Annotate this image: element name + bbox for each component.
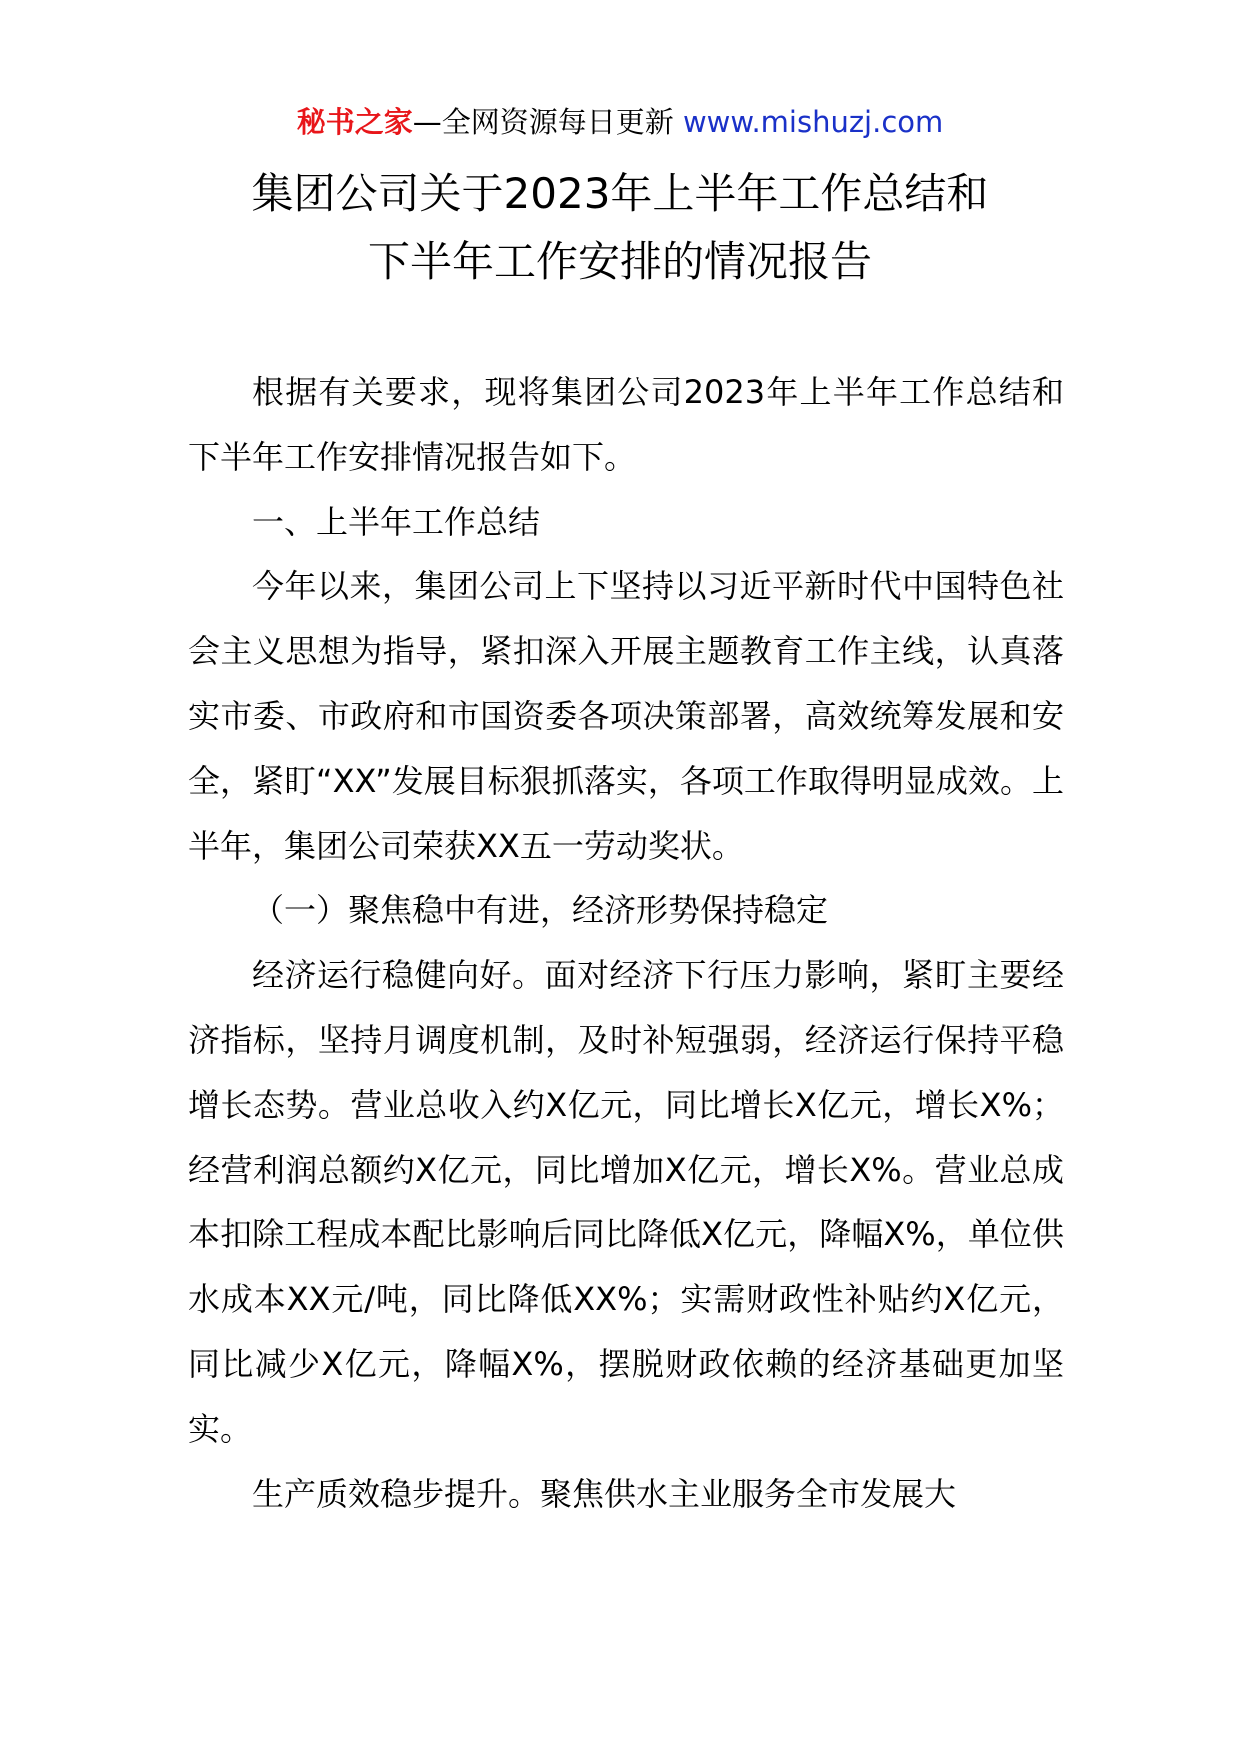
- document-title: [0, 160, 1240, 296]
- summary-paragraph: 今年以来，集团公司上下坚持以习近平新时代中国特色社会主义思想为指导，紧扣深入开展主题教育工作主线，认真落实市委、市政府和市国资委各项决策部署，高效统筹发展和安全，紧盯“XX”发展目标狠抓落实，各项工作取得明显成效。上半年，集团公司荣获XX五一劳动奖状。: [188, 567, 1064, 865]
- document-body: [188, 360, 1064, 1526]
- site-url-link[interactable]: www.mishuzj.com: [682, 105, 944, 139]
- subsection-heading-1: （一）聚焦稳中有进，经济形势保持稳定: [252, 891, 829, 930]
- banner-slogan: —全网资源每日更新: [412, 105, 683, 139]
- title-line-2: 下半年工作安排的情况报告: [367, 237, 872, 286]
- economy-paragraph: 经济运行稳健向好。面对经济下行压力影响，紧盯主要经济指标，坚持月调度机制，及时补短强弱，经济运行保持平稳增长态势。营业总收入约X亿元，同比增长X亿元，增长X%；经营利润总额约X亿元，同比增加X亿元，增长X%。营业总成本扣除工程成本配比影响后同比降低X亿元，降幅X%，单位供水成本XX元/吨，同比降低XX%；实需财政性补贴约X亿元，同比减少X亿元，降幅X%，摆脱财政依赖的经济基础更加坚实。: [188, 956, 1064, 1448]
- production-paragraph: 生产质效稳步提升。聚焦供水主业服务全市发展大: [252, 1474, 957, 1513]
- title-line-1: 集团公司关于2023年上半年工作总结和: [251, 169, 989, 218]
- site-banner: [0, 102, 1240, 142]
- intro-paragraph: 根据有关要求，现将集团公司2023年上半年工作总结和下半年工作安排情况报告如下。: [188, 373, 1064, 476]
- section-heading-1: 一、上半年工作总结: [252, 502, 541, 541]
- brand-name: 秘书之家: [296, 105, 413, 139]
